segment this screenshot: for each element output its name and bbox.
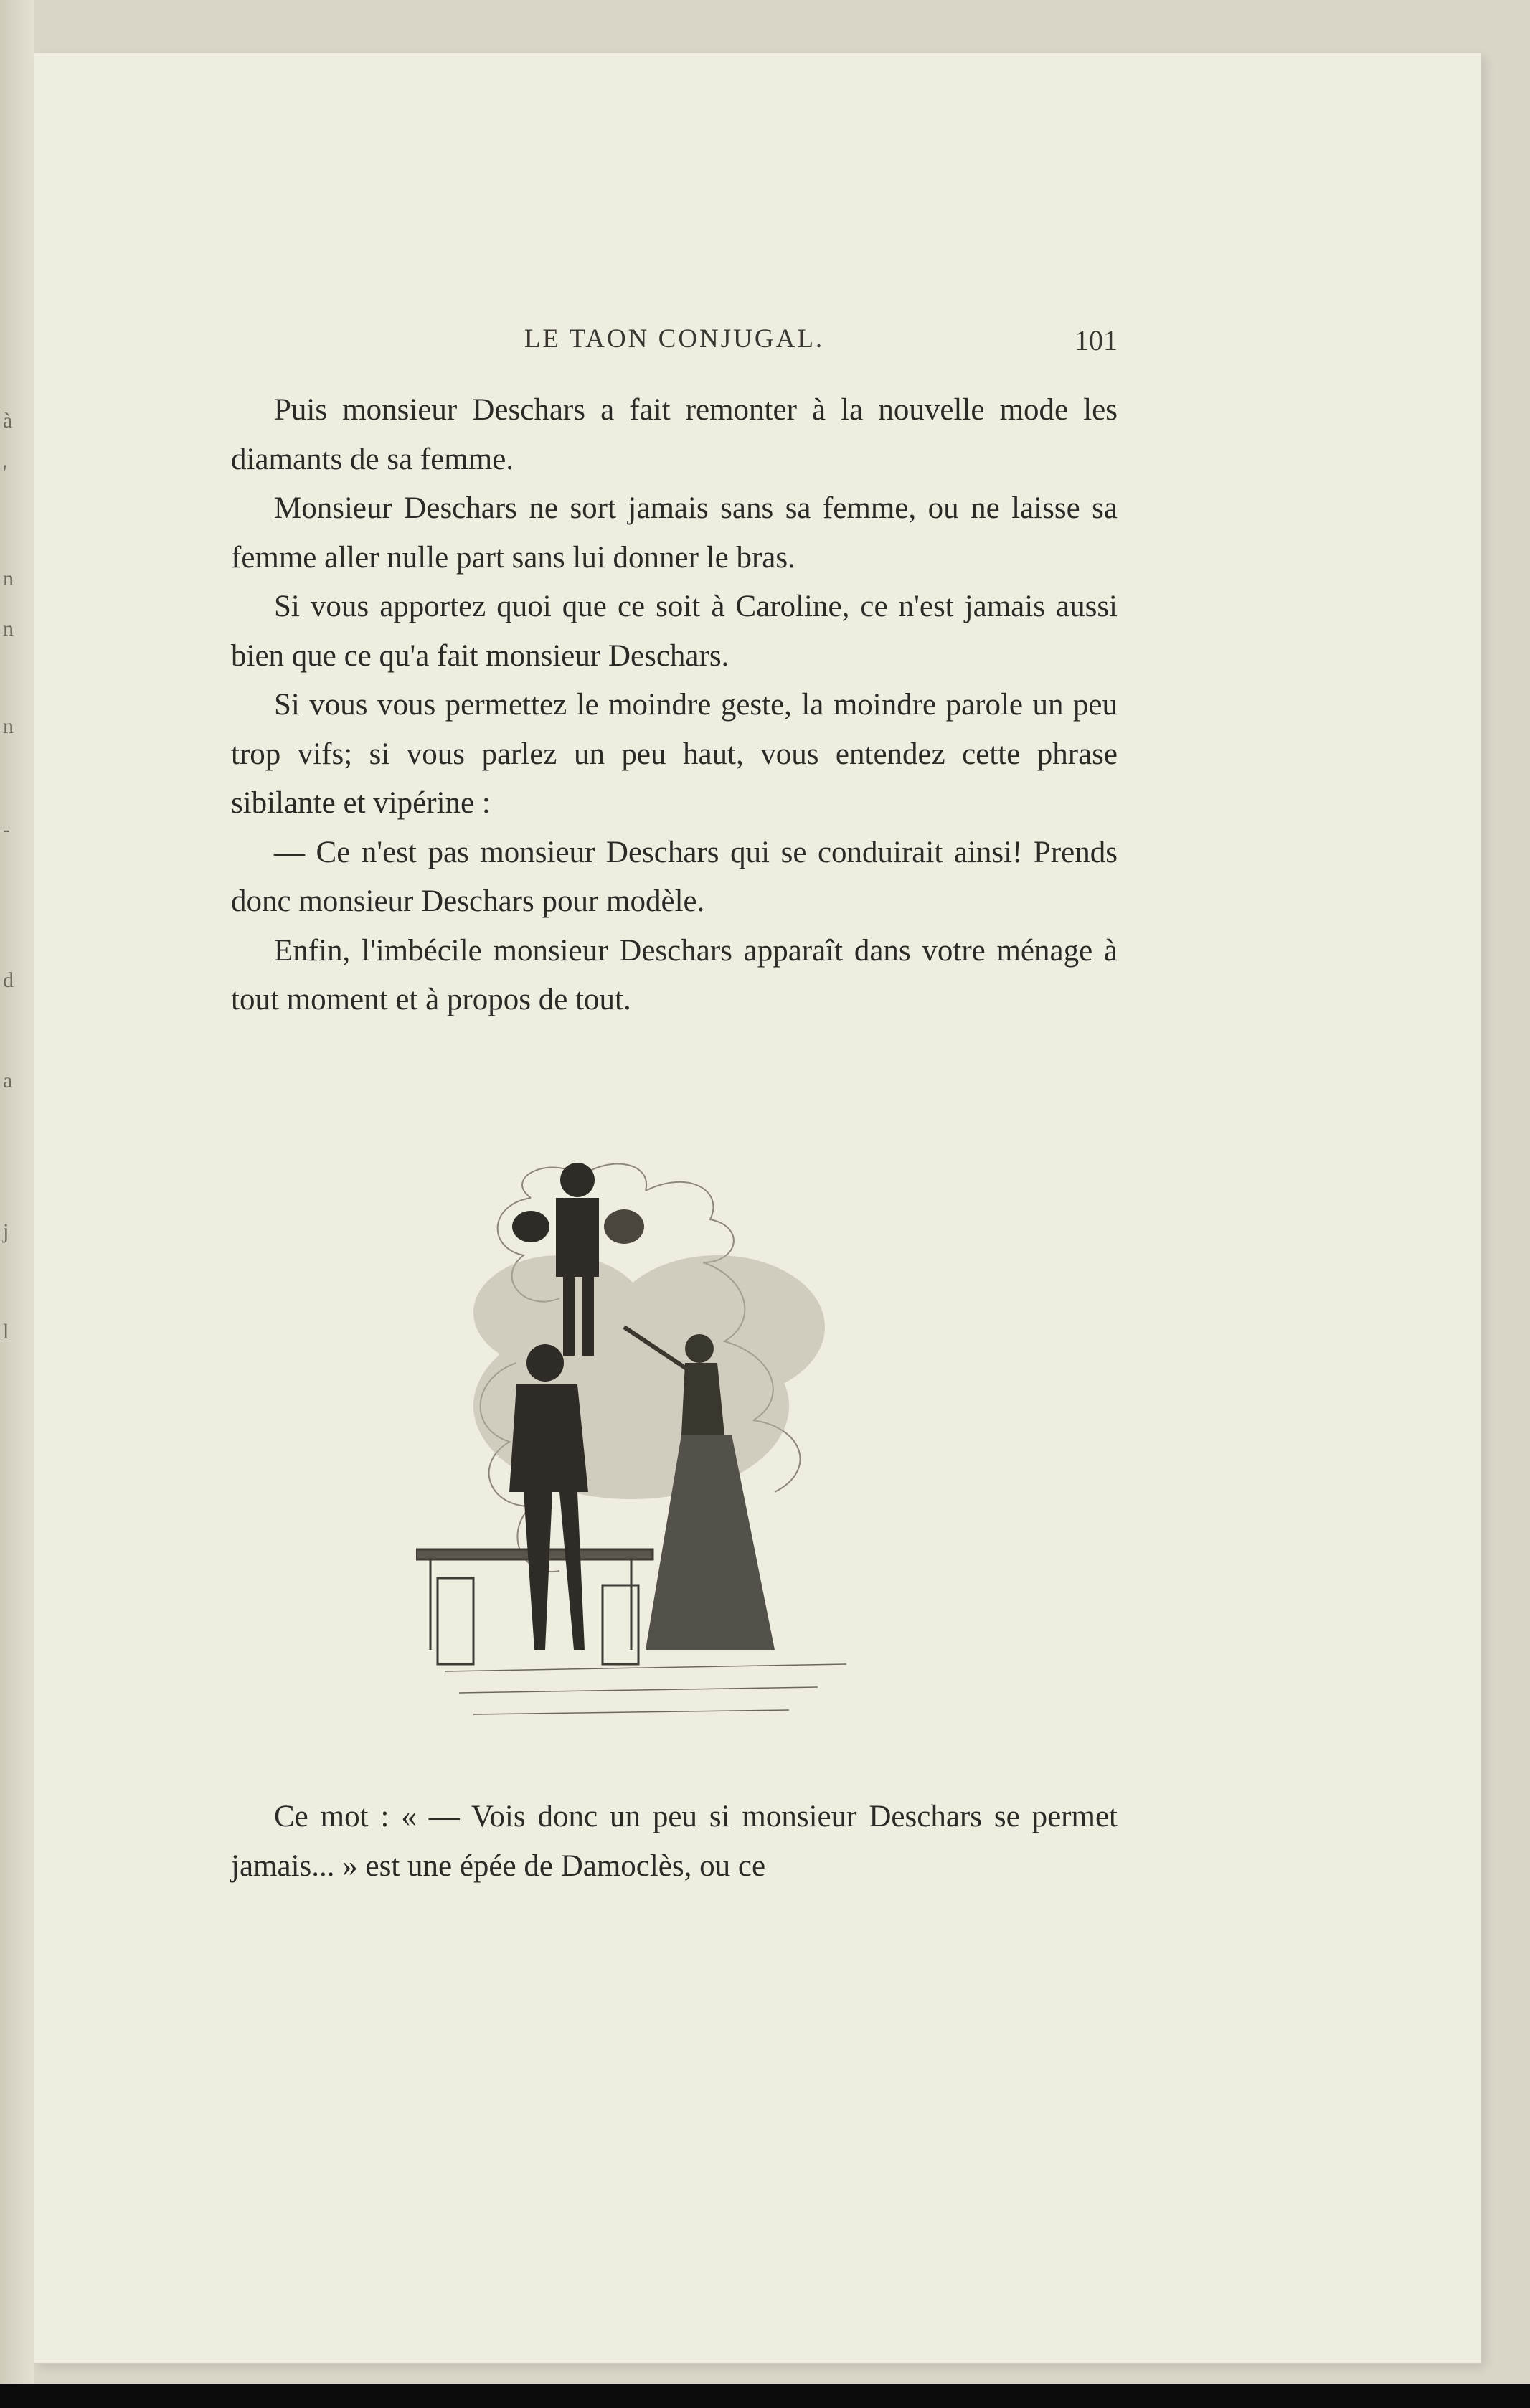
scan-bottom-bar xyxy=(0,2384,1530,2408)
paragraph: Si vous apportez quoi que ce soit à Caroline, ce n'est jamais aussi bien que ce qu'a fait monsieur Deschars. xyxy=(231,590,1118,673)
margin-fragment: n xyxy=(3,567,14,590)
margin-fragment: à xyxy=(3,409,13,433)
body-text-bottom xyxy=(231,1793,1118,1891)
margin-fragment: l xyxy=(3,1320,9,1344)
paragraph: Ce mot : « — Vois donc un peu si monsieur Deschars se permet jamais... » est une épée de Damoclès, ou ce xyxy=(231,1800,1118,1883)
paragraph: Puis monsieur Deschars a fait remonter à la nouvelle mode les diamants de sa femme. xyxy=(231,393,1118,476)
book-gutter-edge xyxy=(0,0,34,2408)
paragraph: Si vous vous permettez le moindre geste, la moindre parole un peu trop vifs; si vous parlez un peu haut, vous entendez cette phrase sibilante et vipérine : xyxy=(231,688,1118,820)
margin-fragment: ' xyxy=(3,461,7,484)
paragraph: — Ce n'est pas monsieur Deschars qui se conduirait ainsi! Prends donc monsieur Deschars pour modèle. xyxy=(231,835,1118,918)
paragraph: Monsieur Deschars ne sort jamais sans sa femme, ou ne laisse sa femme aller nulle part sans lui donner le bras. xyxy=(231,491,1118,575)
margin-fragment: a xyxy=(3,1069,13,1092)
running-title: LE TAON CONJUGAL. xyxy=(524,324,825,354)
margin-fragment: n xyxy=(3,617,14,641)
margin-fragment: - xyxy=(3,818,10,841)
paragraph: Enfin, l'imbécile monsieur Deschars apparaît dans votre ménage à tout moment et à propos de tout. xyxy=(231,933,1118,1016)
margin-fragment: j xyxy=(3,1219,9,1243)
margin-fragment: d xyxy=(3,968,14,992)
page-number: 101 xyxy=(1075,324,1118,357)
body-text xyxy=(231,386,1118,1025)
margin-fragment: n xyxy=(3,714,14,738)
page-header xyxy=(231,324,1118,367)
engraving-illustration xyxy=(416,1148,947,1750)
